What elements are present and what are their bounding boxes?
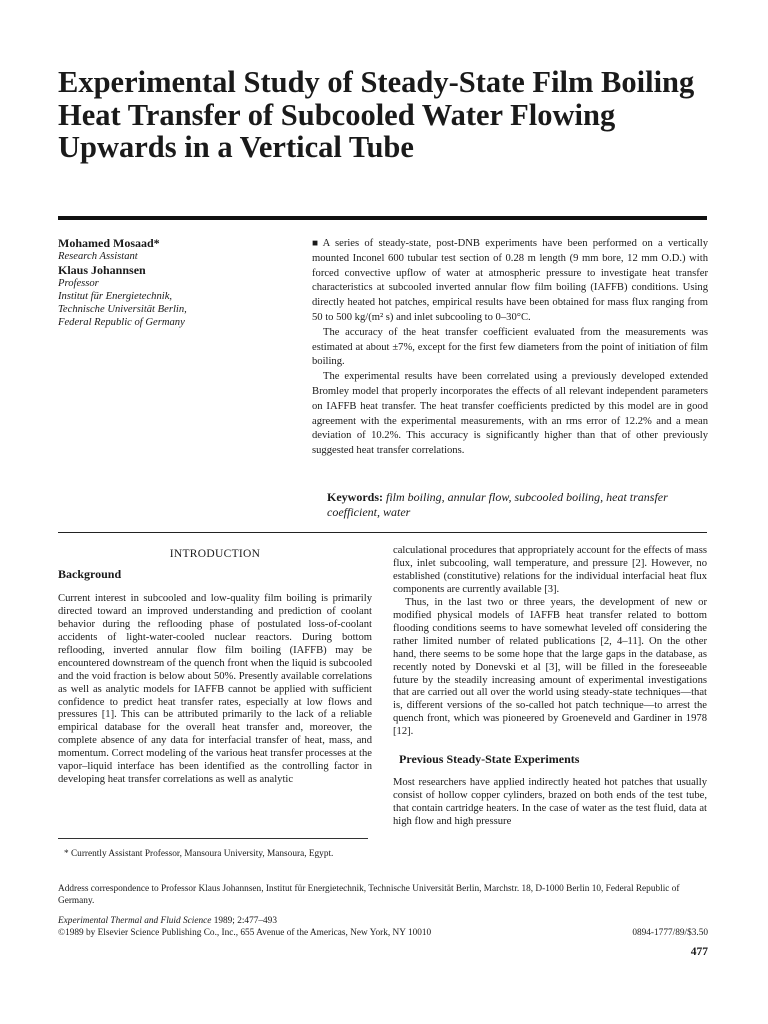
keywords-label: Keywords:	[327, 490, 383, 504]
footnote	[58, 848, 372, 860]
journal-info	[58, 915, 558, 939]
abstract-paragraph	[312, 237, 708, 326]
journal-citation	[58, 915, 558, 927]
keywords	[327, 490, 707, 520]
author-affiliation: Technische Universität Berlin,	[58, 304, 187, 315]
issn-code: 0894-1777/89/$3.50	[632, 928, 708, 938]
abstract-text: A series of steady-state, post-DNB experiments have been performed on a vertically mounted Inconel 600 tubular test section of 0.28 m length (9 mm bore, 12 mm O.D.) with forced convective upflow of water at atmospheric pressure to investigate heat transfer characteristics at subcooled inverted annular flow film boiling (IAFFB) conditions. Using directly heated hot patches, empirical results have been obtained for mass flux ranging from 50 to 500 kg/(m² s) and inlet subcooling to 0–30°C.	[312, 238, 708, 323]
article-title: Experimental Study of Steady-State Film Boiling Heat Transfer of Subcooled Water Flowing Upwards in a Vertical Tube	[58, 65, 695, 164]
author-role: Professor	[58, 278, 99, 289]
body-paragraph: Most researchers have applied indirectly heated hot patches that usually consist of hollow copper cylinders, brazed on both ends of the test tube, that contain cartridge heaters. In the case of water as the test fluid, data at high flow and high pressure	[393, 777, 707, 828]
author-role: Research Assistant	[58, 251, 138, 262]
title-divider	[58, 216, 707, 220]
page-number: 477	[690, 946, 708, 958]
subsection-heading: Previous Steady-State Experiments	[399, 752, 580, 767]
author-name: Klaus Johannsen	[58, 263, 146, 277]
author-name: Mohamed Mosaad*	[58, 236, 160, 250]
abstract	[312, 237, 708, 459]
author-1	[58, 236, 298, 263]
author-2	[58, 263, 298, 329]
square-bullet-icon: ■	[312, 238, 321, 249]
section-heading: INTRODUCTION	[169, 548, 261, 560]
footnote-divider	[58, 838, 368, 839]
author-affiliation: Institut für Energietechnik,	[58, 291, 173, 302]
right-column	[393, 545, 707, 829]
abstract-paragraph: The experimental results have been correlated using a previously developed extended Bromley model that properly incorporates the effects of all relevant independent parameters on IAFFB heat transfer. The heat transfer coefficients predicted by this model are in good agreement with the experimental measurements, with an rms error of 12.2% and a mean deviation of 10.2%. This accuracy is significantly higher than that of other previously suggested heat transfer correlations.	[312, 371, 708, 457]
subsection-heading: Background	[58, 566, 122, 581]
journal-name: Experimental Thermal and Fluid Science	[58, 916, 212, 926]
body-paragraph: Current interest in subcooled and low-quality film boiling is primarily directed toward an improved understanding and prediction of coolant behavior during the reflooding phase of postulated loss-of-coolant accidents of light-water-cooled nuclear reactors. During bottom reflooding, inverted annular flow film boiling (IAFFB) may be encountered downstream of the quench front when the liquid is subcooled and the void fraction is below about 50%. Presently available correlations as well as analytic models for IAFFB cannot be applied with sufficient confidence to predict heat transfer rates, especially at low flows and pressures [1]. This can be attributed primarily to the lack of a reliable empirical database for the overall heat transfer and, moreover, the complete absence of any data for interfacial transfer of heat, mass, and momentum. Correct modeling of the various heat transfer processes at the vapor–liquid interface has been identified as the controlling factor in developing heat transfer correlations as well as analytic	[58, 592, 372, 786]
correspondence-address: Address correspondence to Professor Klaus Johannsen, Institut für Energietechnik, Technische Universität Berlin, Marchstr. 18, D-1000 Berlin 10, Federal Republic of Germany.	[58, 884, 680, 907]
body-paragraph: calculational procedures that appropriately account for the effects of mass flux, inlet subcooling, wall temperature, and pressure [2]. However, no established (constitutive) relations for the individual interfacial heat flux components are currently available [3].	[393, 545, 707, 595]
keywords-text: film boiling, annular flow, subcooled boiling, heat transfer coefficient, water	[327, 490, 668, 519]
footnote-text: * Currently Assistant Professor, Mansoura University, Mansoura, Egypt.	[64, 849, 334, 859]
left-column	[58, 545, 372, 787]
body-paragraph: Thus, in the last two or three years, the development of new or modified physical models of IAFFB heat transfer related to bottom flooding conditions seems to have somewhat leveled off considering the rather limited number of related publications [2, 4–11]. On the other hand, there seems to be some hope that the large gaps in the database, as recently noted by Donevski et al [3], will be filled in the foreseeable future by the steadily increasing amount of experimental investigations that are carried out all over the world using steady-state techniques—that is, different versions of the so-called hot patch technique—to arrest the quench front, which was pioneered by Groeneveld and Gardiner in 1978 [12].	[393, 596, 707, 738]
abstract-paragraph: The accuracy of the heat transfer coefficient evaluated from the measurements was estimated at about ±7%, except for the first few diameters from the point of initiation of film boiling.	[312, 326, 708, 368]
author-block	[58, 236, 298, 329]
section-divider	[58, 532, 707, 533]
journal-volume: 1989; 2:477–493	[211, 916, 277, 926]
author-affiliation: Federal Republic of Germany	[58, 317, 185, 328]
copyright-line: ©1989 by Elsevier Science Publishing Co., Inc., 655 Avenue of the Americas, New York, NY 10010	[58, 928, 432, 938]
